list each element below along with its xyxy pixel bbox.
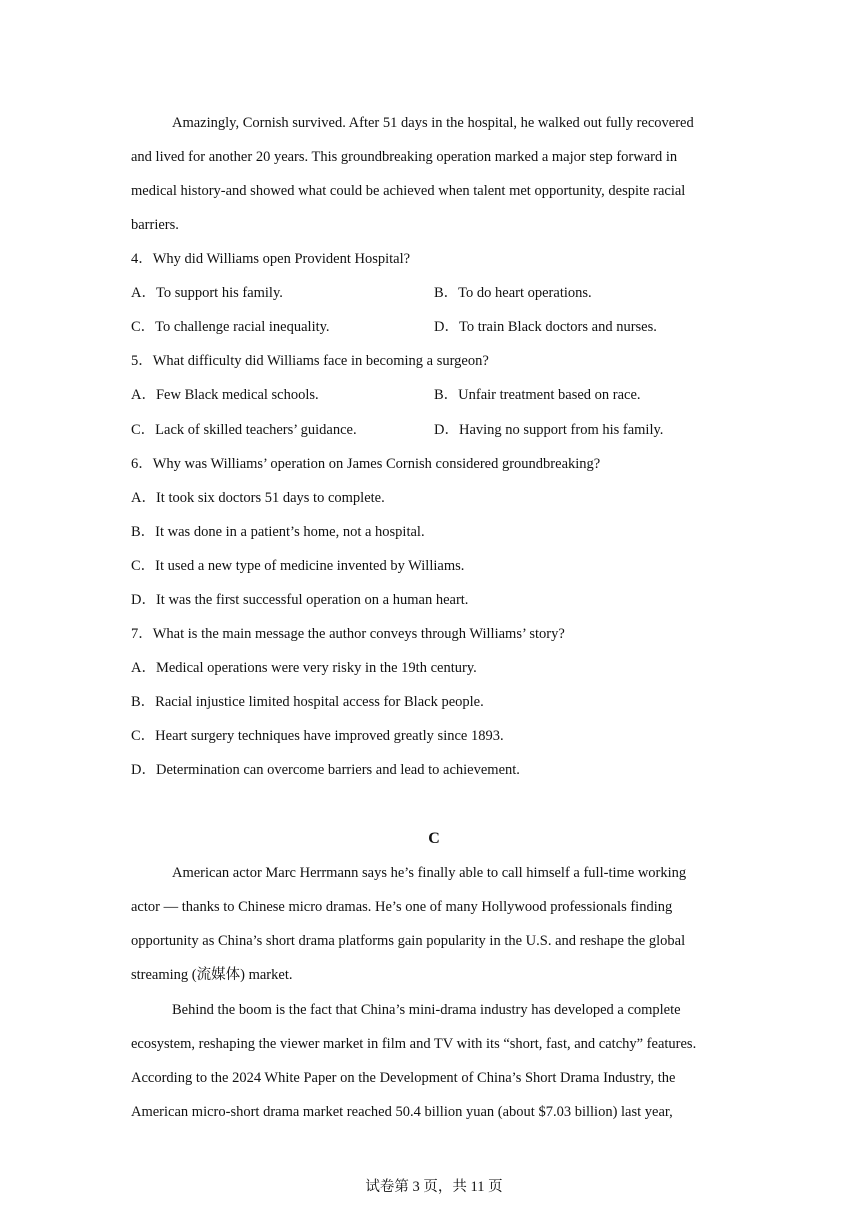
question-6-option-c: C．It used a new type of medicine invented by Williams. bbox=[131, 558, 465, 574]
question-7-option-b: B．Racial injustice limited hospital access for Black people. bbox=[131, 694, 484, 710]
section-c-para1-line: American actor Marc Herrmann says he’s finally able to call himself a full-time working bbox=[172, 865, 687, 881]
section-c-para1-line: streaming (流媒体) market. bbox=[131, 967, 293, 983]
section-c-para2-line: American micro-short drama market reached 50.4 billion yuan (about $7.03 billion) last year, bbox=[131, 1104, 673, 1120]
page-footer: 试卷第 3 页，共 11 页 bbox=[365, 1179, 503, 1195]
question-6-option-b: B．It was done in a patient’s home, not a hospital. bbox=[131, 524, 425, 540]
question-6-option-d: D．It was the first successful operation on a human heart. bbox=[131, 592, 469, 608]
question-4-stem: 4．Why did Williams open Provident Hospital? bbox=[131, 251, 411, 267]
section-c-para2-line: According to the 2024 White Paper on the Development of China’s Short Drama Industry, the bbox=[131, 1070, 676, 1086]
question-5-option-a: A．Few Black medical schools. bbox=[131, 387, 319, 403]
question-4-option-b: B．To do heart operations. bbox=[434, 285, 592, 301]
question-6-option-a: A．It took six doctors 51 days to complete. bbox=[131, 490, 385, 506]
section-c-para1-line: opportunity as China’s short drama platforms gain popularity in the U.S. and reshape the global bbox=[131, 933, 686, 949]
section-c-para2-line: Behind the boom is the fact that China’s mini-drama industry has developed a complete bbox=[172, 1002, 681, 1018]
question-4-option-d: D．To train Black doctors and nurses. bbox=[434, 319, 657, 335]
question-5-option-d: D．Having no support from his family. bbox=[434, 422, 664, 438]
question-7-option-a: A．Medical operations were very risky in the 19th century. bbox=[131, 660, 477, 676]
question-7-option-d: D．Determination can overcome barriers and lead to achievement. bbox=[131, 762, 520, 778]
question-4-option-a: A．To support his family. bbox=[131, 285, 283, 301]
question-6-stem: 6．Why was Williams’ operation on James Cornish considered groundbreaking? bbox=[131, 456, 601, 472]
passage-line: medical history-and showed what could be achieved when talent met opportunity, despite racial bbox=[131, 183, 686, 199]
question-7-option-c: C．Heart surgery techniques have improved greatly since 1893. bbox=[131, 728, 504, 744]
question-7-stem: 7．What is the main message the author conveys through Williams’ story? bbox=[131, 626, 565, 642]
passage-line: barriers. bbox=[131, 217, 179, 233]
section-c-para2-line: ecosystem, reshaping the viewer market in film and TV with its “short, fast, and catchy” features. bbox=[131, 1036, 697, 1052]
section-c-para1-line: actor — thanks to Chinese micro dramas. He’s one of many Hollywood professionals finding bbox=[131, 899, 673, 915]
section-c-title: C bbox=[428, 830, 440, 847]
question-5-option-c: C．Lack of skilled teachers’ guidance. bbox=[131, 422, 357, 438]
passage-line: and lived for another 20 years. This groundbreaking operation marked a major step forward in bbox=[131, 149, 678, 165]
question-5-stem: 5．What difficulty did Williams face in becoming a surgeon? bbox=[131, 353, 489, 369]
question-4-option-c: C．To challenge racial inequality. bbox=[131, 319, 330, 335]
passage-line: Amazingly, Cornish survived. After 51 days in the hospital, he walked out fully recovered bbox=[172, 115, 694, 131]
question-5-option-b: B．Unfair treatment based on race. bbox=[434, 387, 641, 403]
